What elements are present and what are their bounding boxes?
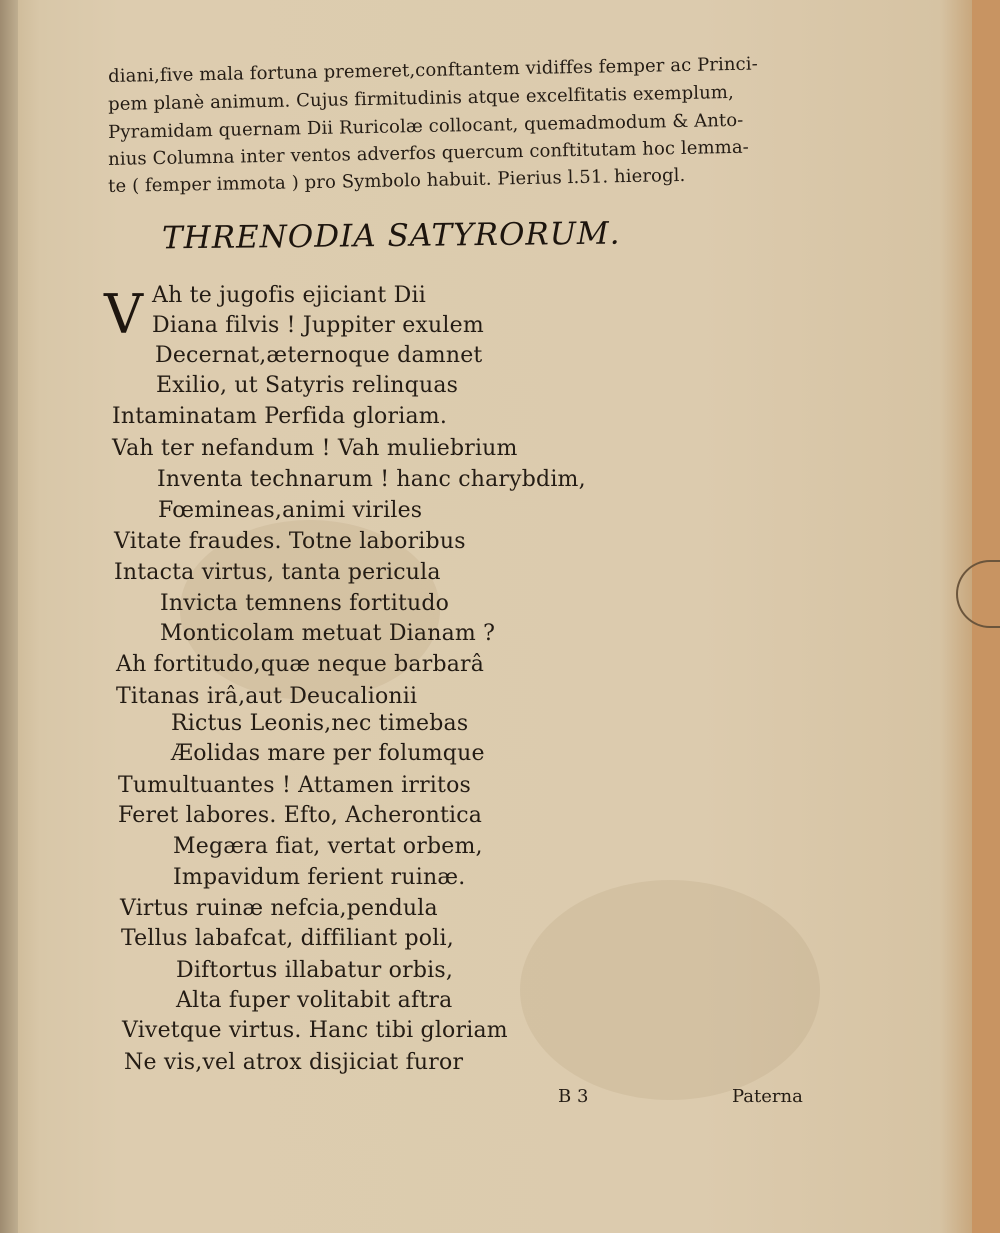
verse-line: Intaminatam Perfida gloriam. <box>112 404 448 429</box>
prose-line: diani,five mala fortuna premeret,conftantem vidiffes femper ac Princi- <box>108 53 758 87</box>
verse-line: Tellus labafcat, diffiliant poli, <box>121 926 454 951</box>
verse-line: Megæra fiat, vertat orbem, <box>173 834 483 859</box>
verse-line: Inventa technarum ! hanc charybdim, <box>157 467 586 492</box>
verse-line: Virtus ruinæ nefcia,pendula <box>120 896 438 921</box>
catchword: Paterna <box>732 1086 803 1107</box>
verse-line: Æolidas mare per folumque <box>171 741 485 766</box>
binding-clip <box>956 560 1000 628</box>
verse-line: Vivetque virtus. Hanc tibi gloriam <box>122 1018 508 1043</box>
verse-line: Monticolam metuat Dianam ? <box>160 621 496 646</box>
verse-line: Decernat,æternoque damnet <box>155 343 483 368</box>
verse-line: Vah ter nefandum ! Vah muliebrium <box>112 436 518 461</box>
verse-line: Ah fortitudo,quæ neque barbarâ <box>116 652 485 677</box>
verse-line: Impavidum ferient ruinæ. <box>173 865 466 890</box>
prose-line: Pyramidam quernam Dii Ruricolæ collocant, quemadmodum & Anto- <box>108 109 744 143</box>
verse-line: Diana filvis ! Juppiter exulem <box>152 313 484 338</box>
verse-line: Tumultuantes ! Attamen irritos <box>118 773 472 798</box>
verse-line: Ah te jugofis ejiciant Dii <box>152 283 426 308</box>
prose-line: pem planè animum. Cujus firmitudinis atque excelfitatis exemplum, <box>108 81 735 115</box>
verse-line: Exilio, ut Satyris relinquas <box>156 373 459 398</box>
signature-mark: B 3 <box>558 1086 589 1107</box>
verse-line: Intacta virtus, tanta pericula <box>114 560 441 585</box>
verse-line: Rictus Leonis,nec timebas <box>171 711 469 736</box>
verse-line: Invicta temnens fortitudo <box>160 591 450 616</box>
verse-line: Fœmineas,animi viriles <box>158 498 423 523</box>
verse-line: Titanas irâ,aut Deucalionii <box>116 684 418 709</box>
drop-cap: V <box>104 283 143 346</box>
binding-gutter <box>0 0 18 1233</box>
verse-line: Feret labores. Efto, Acherontica <box>118 803 483 828</box>
paper-stain <box>520 880 820 1100</box>
poem-title: THRENODIA SATYRORUM. <box>161 215 621 257</box>
verse-line: Ne vis,vel atrox disjiciat furor <box>124 1050 464 1075</box>
prose-line: nius Columna inter ventos adverfos quercum conftitutam hoc lemma- <box>108 136 750 170</box>
verse-line: Vitate fraudes. Totne laboribus <box>114 529 466 554</box>
prose-line: te ( femper immota ) pro Symbolo habuit. Pierius l.51. hierogl. <box>108 164 686 197</box>
verse-line: Diftortus illabatur orbis, <box>176 958 454 983</box>
verse-line: Alta fuper volitabit aftra <box>176 988 453 1013</box>
